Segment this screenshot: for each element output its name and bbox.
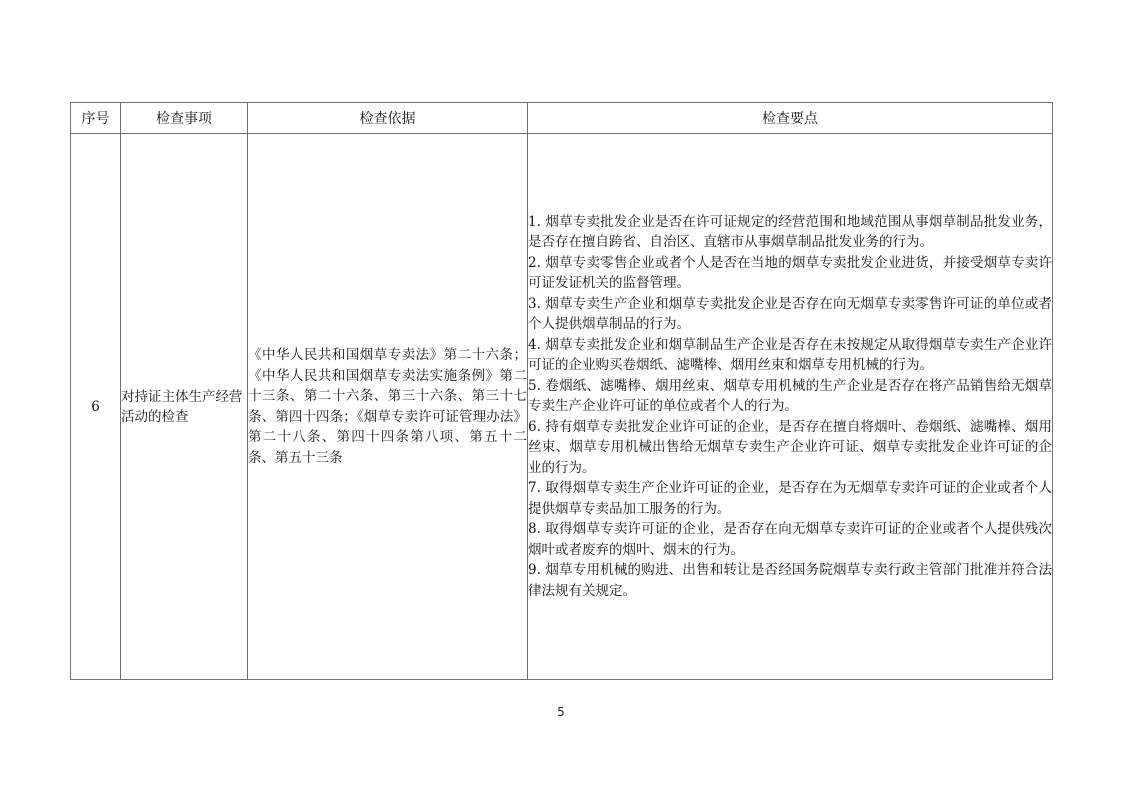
table-header-row [71,103,1053,134]
cell-inspection-basis: 《中华人民共和国烟草专卖法》第二十六条；《中华人民共和国烟草专卖法实施条例》第二十三条、第二十六条、第三十六条、第三十七条、第四十四条；《烟草专卖许可证管理办法》第二十八条、第四十四条第八项、第五十二条、第五十三条 [248,134,528,680]
inspection-table-container [70,102,1052,680]
header-inspection-item: 检查事项 [121,103,248,134]
inspection-point-item: 7. 取得烟草专卖生产企业许可证的企业，是否存在为无烟草专卖许可证的企业或者个人提供烟草专卖品加工服务的行为。 [528,480,1052,517]
inspection-point-item: 5. 卷烟纸、滤嘴棒、烟用丝束、烟草专用机械的生产企业是否存在将产品销售给无烟草专卖生产企业许可证的单位或者个人的行为。 [528,377,1052,415]
cell-serial-number: 6 [71,134,121,680]
cell-inspection-points [528,134,1053,680]
inspection-point-item: 6. 持有烟草专卖批发企业许可证的企业，是否存在擅自将烟叶、卷烟纸、滤嘴棒、烟用丝束、烟草专用机械出售给无烟草专卖生产企业许可证、烟草专卖批发企业许可证的企业的行为。 [528,418,1052,476]
header-inspection-points: 检查要点 [528,103,1053,134]
inspection-point-item: 1. 烟草专卖批发企业是否在许可证规定的经营范围和地域范围从事烟草制品批发业务，是否存在擅自跨省、自治区、直辖市从事烟草制品批发业务的行为。 [528,213,1052,251]
header-serial-number: 序号 [71,103,121,134]
page-number: 5 [557,705,565,719]
inspection-point-item: 4. 烟草专卖批发企业和烟草制品生产企业是否存在未按规定从取得烟草专卖生产企业许可证的企业购买卷烟纸、滤嘴棒、烟用丝束和烟草专用机械的行为。 [528,336,1052,374]
header-inspection-basis: 检查依据 [248,103,528,134]
inspection-point-item: 3. 烟草专卖生产企业和烟草专卖批发企业是否存在向无烟草专卖零售许可证的单位或者个人提供烟草制品的行为。 [528,295,1052,333]
inspection-table [70,102,1053,680]
cell-inspection-item: 对持证主体生产经营活动的检查 [121,134,248,680]
inspection-point-item: 2. 烟草专卖零售企业或者个人是否在当地的烟草专卖批发企业进货，并接受烟草专卖许可证发证机关的监督管理。 [528,254,1052,292]
table-row [71,134,1053,680]
inspection-point-item: 8. 取得烟草专卖许可证的企业，是否存在向无烟草专卖许可证的企业或者个人提供残次烟叶或者废弃的烟叶、烟末的行为。 [528,521,1052,558]
inspection-point-item: 9. 烟草专用机械的购进、出售和转让是否经国务院烟草专卖行政主管部门批准并符合法律法规有关规定。 [528,562,1052,599]
